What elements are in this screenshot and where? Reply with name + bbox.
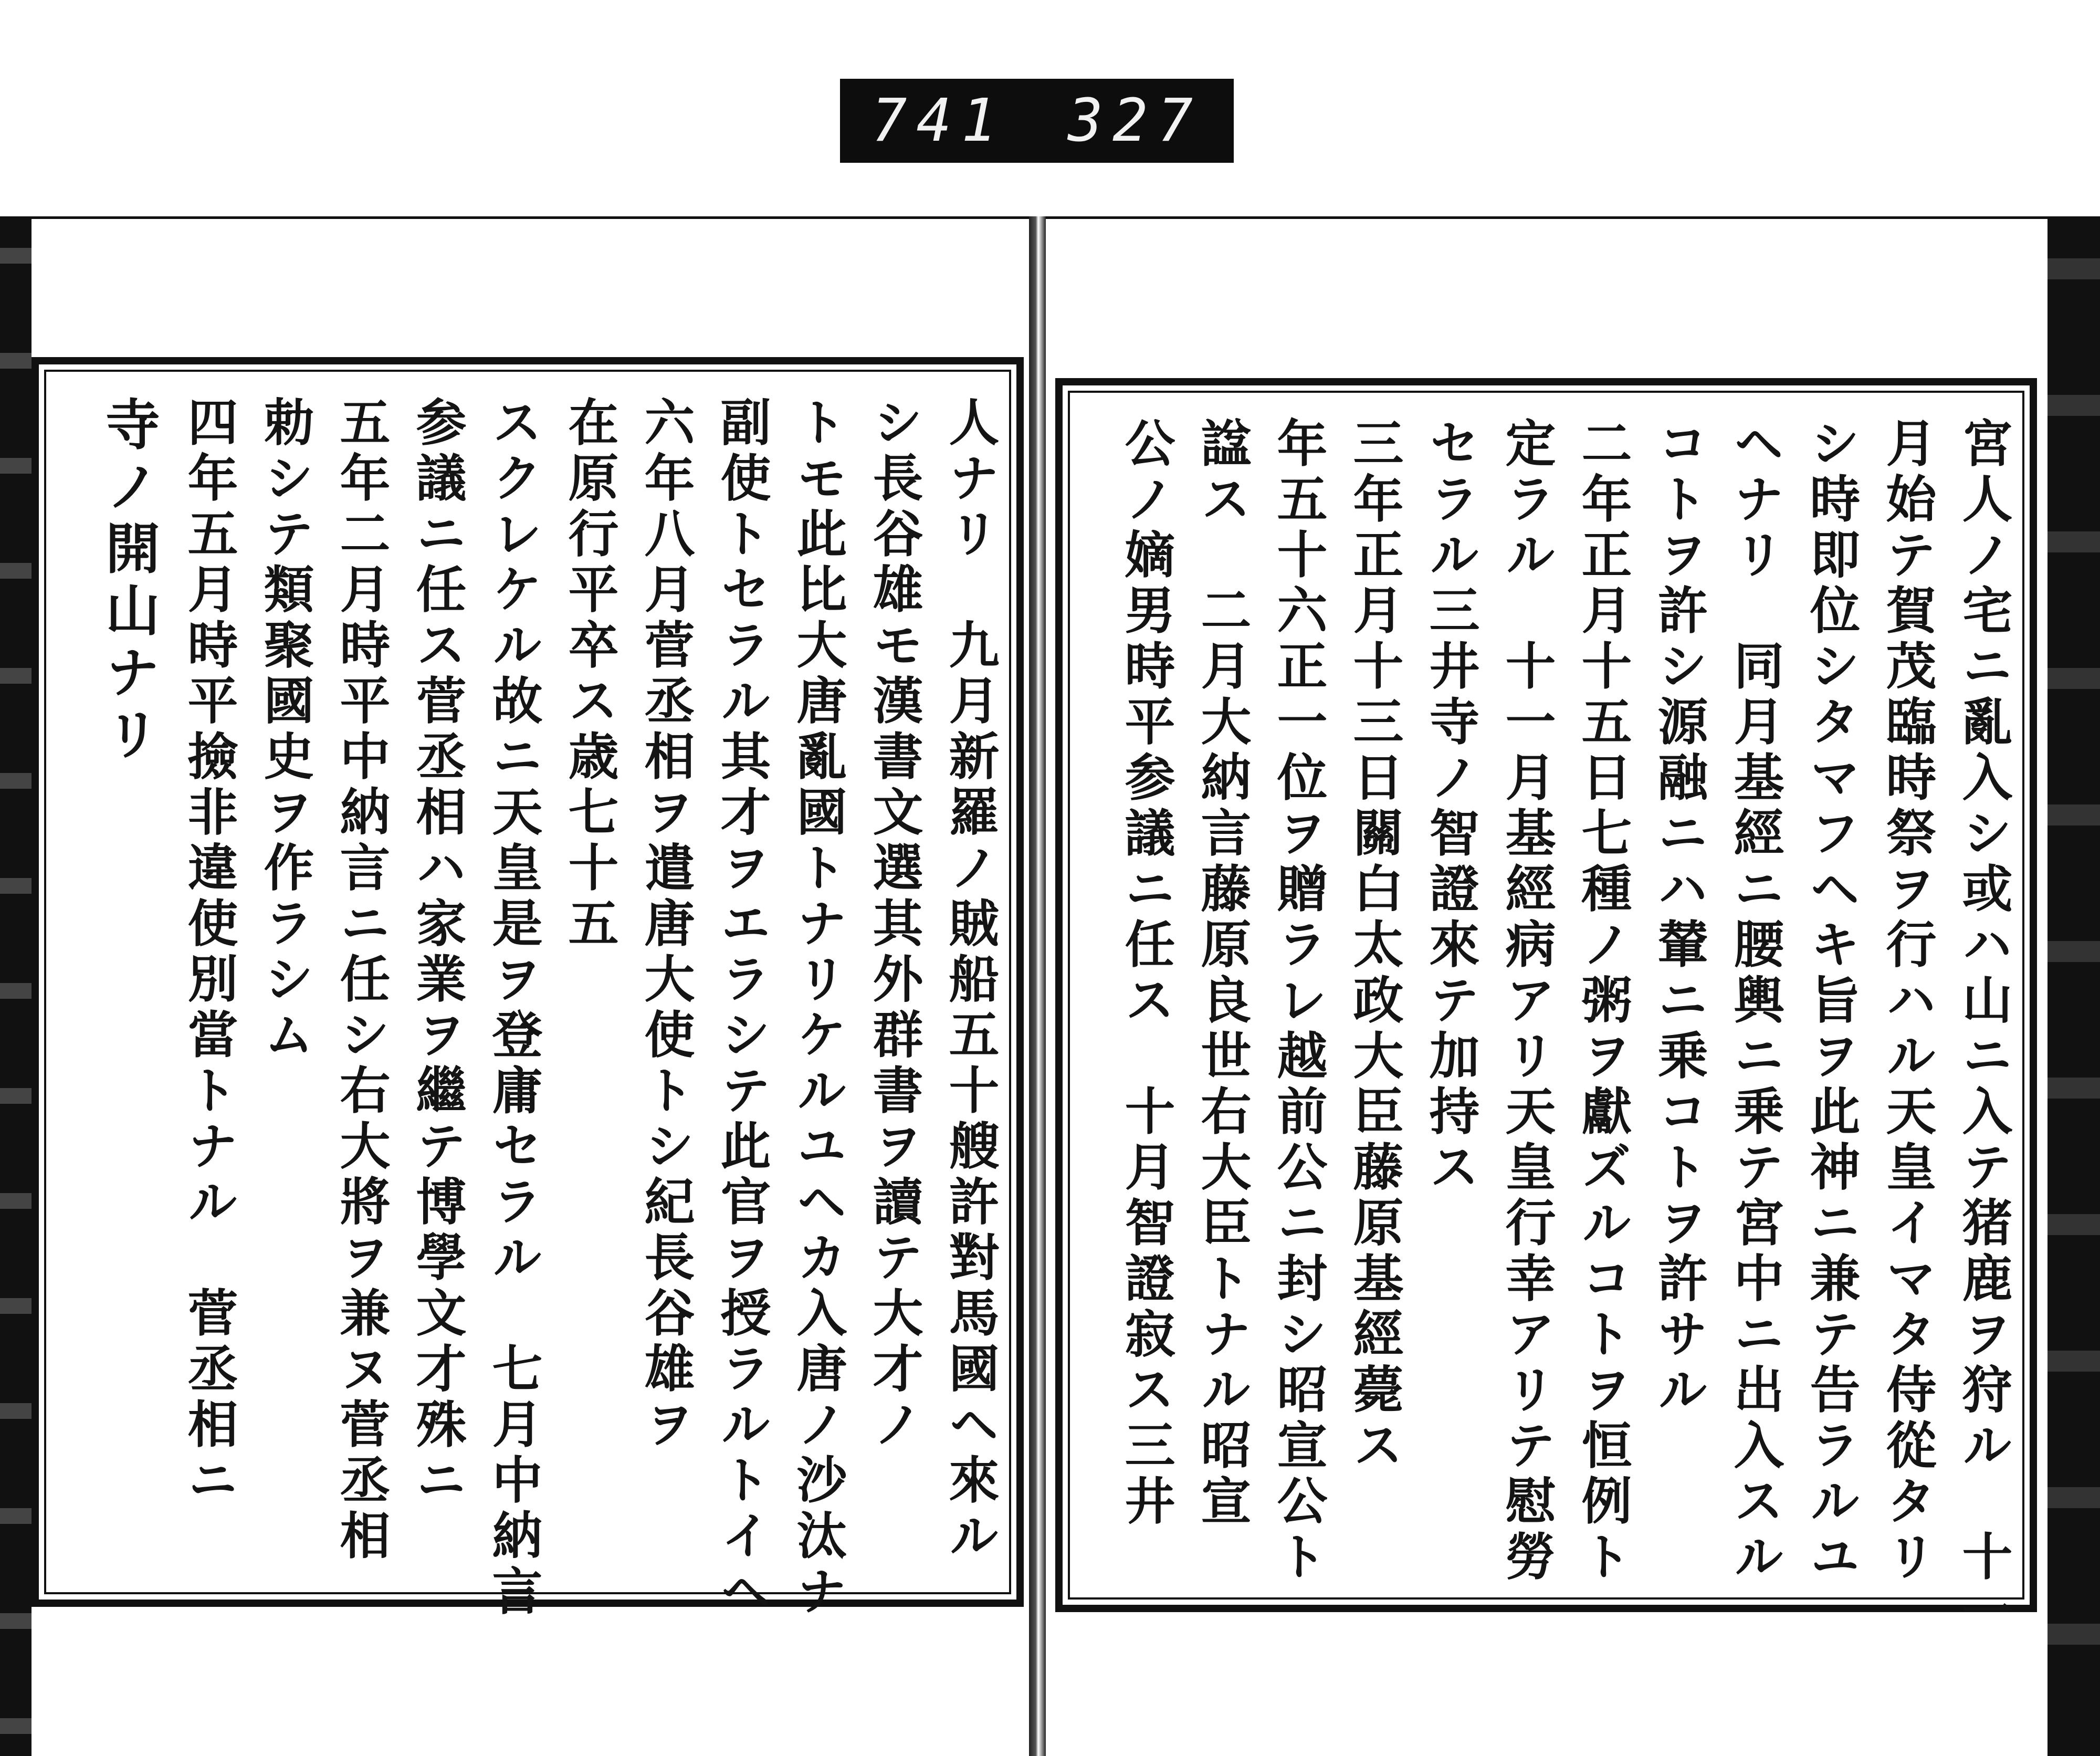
text-column: 勅シテ類聚國史ヲ作ラシム bbox=[256, 396, 315, 1064]
text-column: シ時即位シタマフヘキ旨ヲ此神ニ兼テ告ラルユ bbox=[1802, 417, 1861, 1586]
text-column: 在原行平卒ス歳七十五 bbox=[560, 396, 620, 953]
text-column: シ長谷雄モ漢書文選其外群書ヲ讀テ大才ノ bbox=[865, 396, 924, 1454]
text-column: 宮人ノ宅ニ亂入シ或ハ山ニ入テ猪鹿ヲ狩ル 十一 bbox=[1954, 417, 2013, 1642]
text-column: 寺ノ開山ナリ bbox=[96, 396, 161, 768]
text-column: スクレケル故ニ天皇是ヲ登庸セラル 七月中納言 bbox=[484, 396, 543, 1621]
catalog-label bbox=[840, 79, 1234, 163]
sheet-top-edge bbox=[0, 216, 2100, 219]
left-page-frame bbox=[32, 357, 1024, 1621]
left-binding-edge bbox=[0, 216, 32, 1756]
text-column: 定ラル 十一月基經病アリ天皇行幸アリテ慰勞 bbox=[1497, 417, 1557, 1586]
text-column: 五年二月時平中納言ニ任シ右大將ヲ兼ヌ菅丞相 bbox=[332, 396, 391, 1565]
catalog-number-right: 327 bbox=[1067, 87, 1202, 155]
text-column: 人ナリ 九月新羅ノ賊船五十艘許對馬國ヘ來ル bbox=[941, 396, 1000, 1565]
text-column: 月始テ賀茂臨時祭ヲ行ハル天皇イマタ侍從タリ bbox=[1878, 417, 1937, 1586]
right-page-frame bbox=[1055, 378, 2037, 1642]
text-column: セラル三井寺ノ智證來テ加持ス bbox=[1421, 417, 1480, 1196]
text-column: コトヲ許シ源融ニハ輦ニ乗コトヲ許サル bbox=[1650, 417, 1709, 1419]
text-column: 三年正月十三日關白太政大臣藤原基經薨ス bbox=[1345, 417, 1404, 1475]
text-column: 年五十六正一位ヲ贈ラレ越前公ニ封シ昭宣公ト bbox=[1269, 417, 1328, 1586]
center-gutter bbox=[1029, 216, 1046, 1756]
text-column: トモ此比大唐亂國トナリケルユヘカ入唐ノ沙汰ナ bbox=[789, 396, 848, 1621]
text-column: 副使トセラル其才ヲエラシテ此官ヲ授ラルトイヘ bbox=[712, 396, 772, 1621]
text-column: ヘナリ 同月基經ニ腰輿ニ乗テ宮中ニ出入スル bbox=[1726, 417, 1785, 1586]
text-column: 参議ニ任ス菅丞相ハ家業ヲ繼テ博學文才殊ニ bbox=[408, 396, 467, 1509]
text-column: 六年八月菅丞相ヲ遣唐大使トシ紀長谷雄ヲ bbox=[636, 396, 696, 1454]
text-column: 二年正月十五日七種ノ粥ヲ獻ズルコトヲ恒例ト bbox=[1573, 417, 1633, 1586]
text-column: 四年五月時平撿非違使別當トナル 菅丞相ニ bbox=[180, 396, 239, 1509]
text-column: 諡ス 二月大納言藤原良世右大臣トナル昭宣 bbox=[1193, 417, 1252, 1530]
right-binding-edge bbox=[2048, 216, 2100, 1756]
catalog-number-left: 741 bbox=[872, 87, 1006, 155]
text-column: 公ノ嫡男時平参議ニ任ス 十月智證寂ス三井 bbox=[1117, 417, 1176, 1530]
